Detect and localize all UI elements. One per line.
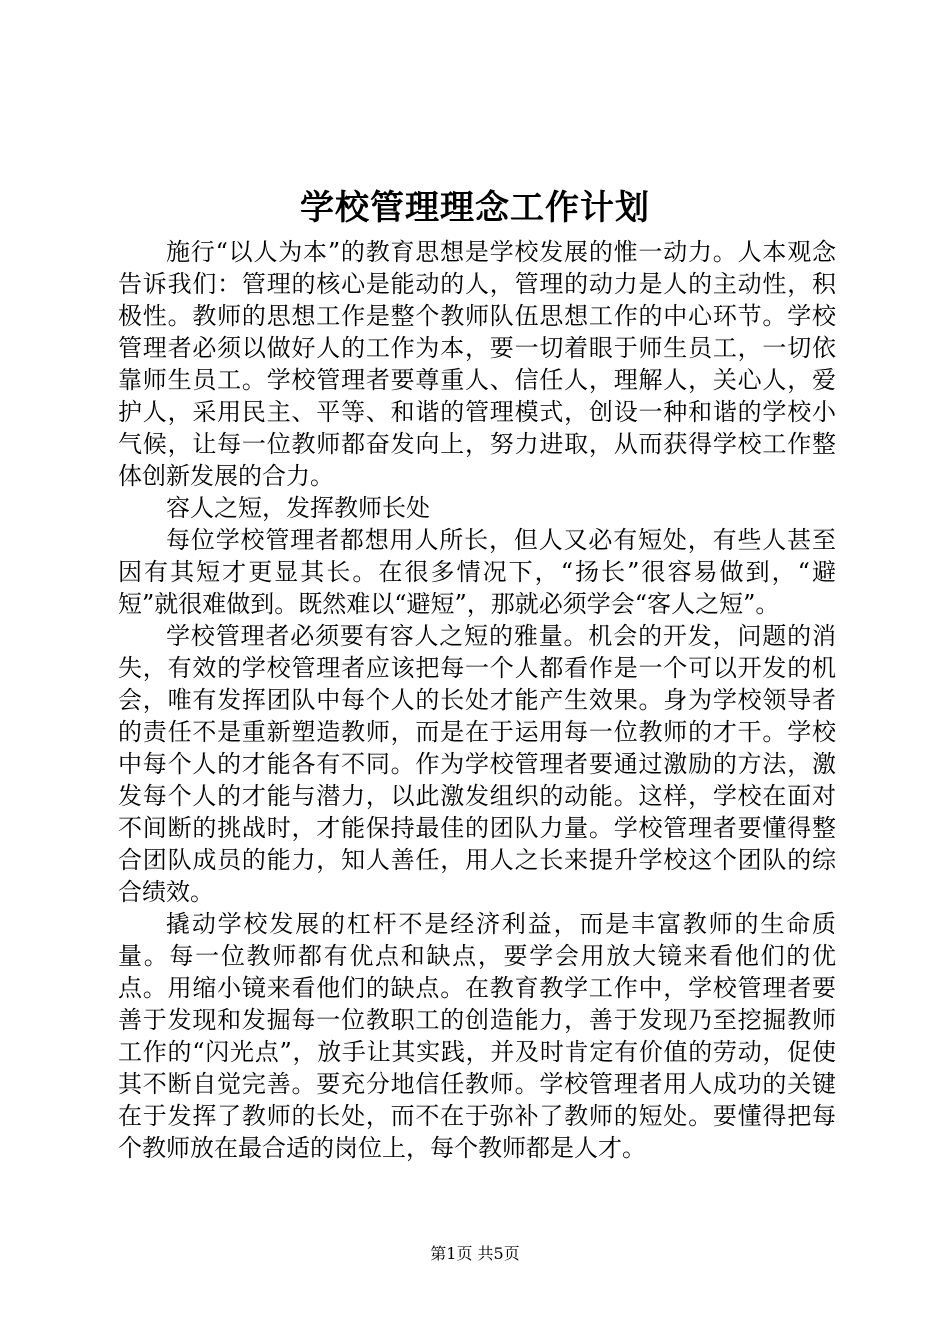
section-heading: 容人之短，发挥教师长处 <box>166 494 430 522</box>
document-title: 学校管理理念工作计划 <box>300 188 650 228</box>
paragraph-intro: 施行“以人为本”的教育思想是学校发展的惟一动力。人本观念告诉我们：管理的核心是能动的人，管理的动力是人的主动性，积极性。教师的思想工作是整个教师队伍思想工作的中心环节。学校管理者必须以做好人的工作为本，要一切着眼于师生员工，一切依靠师生员工。学校管理者要尊重人、信任人，理解人，关心人，爱护人，采用民主、平等、和谐的管理模式，创设一种和谐的学校小气候，让每一位教师都奋发向上，努力进取，从而获得学校工作整体创新发展的合力。 <box>118 238 836 490</box>
paragraph-tolerance: 学校管理者必须要有容人之短的雅量。机会的开发，问题的消失，有效的学校管理者应该把每一个人都看作是一个可以开发的机会，唯有发挥团队中每个人的长处才能产生效果。身为学校领导者的责任不是重新塑造教师，而是在于运用每一位教师的才干。学校中每个人的才能各有不同。作为学校管理者要通过激励的方法，激发每个人的才能与潜力，以此激发组织的动能。这样，学校在面对不间断的挑战时，才能保持最佳的团队力量。学校管理者要懂得整合团队成员的能力，知人善任，用人之长来提升学校这个团队的综合绩效。 <box>118 622 836 906</box>
paragraph-strengths: 每位学校管理者都想用人所长，但人又必有短处，有些人甚至因有其短才更显其长。在很多情况下，“扬长”很容易做到，“避短”就很难做到。既然难以“避短”，那就必须学会“客人之短”。 <box>118 526 836 618</box>
page-number-footer: 第1页 共5页 <box>430 1244 520 1263</box>
paragraph-leverage: 撬动学校发展的杠杆不是经济利益，而是丰富教师的生命质量。每一位教师都有优点和缺点，要学会用放大镜来看他们的优点。用缩小镜来看他们的缺点。在教育教学工作中，学校管理者要善于发现和发掘每一位教职工的创造能力，善于发现乃至挖掘教师工作的“闪光点”，放手让其实践，并及时肯定有价值的劳动，促使其不断自觉完善。要充分地信任教师。学校管理者用人成功的关键在于发挥了教师的长处，而不在于弥补了教师的短处。要懂得把每个教师放在最合适的岗位上，每个教师都是人才。 <box>118 910 836 1162</box>
document-body <box>118 236 836 1164</box>
